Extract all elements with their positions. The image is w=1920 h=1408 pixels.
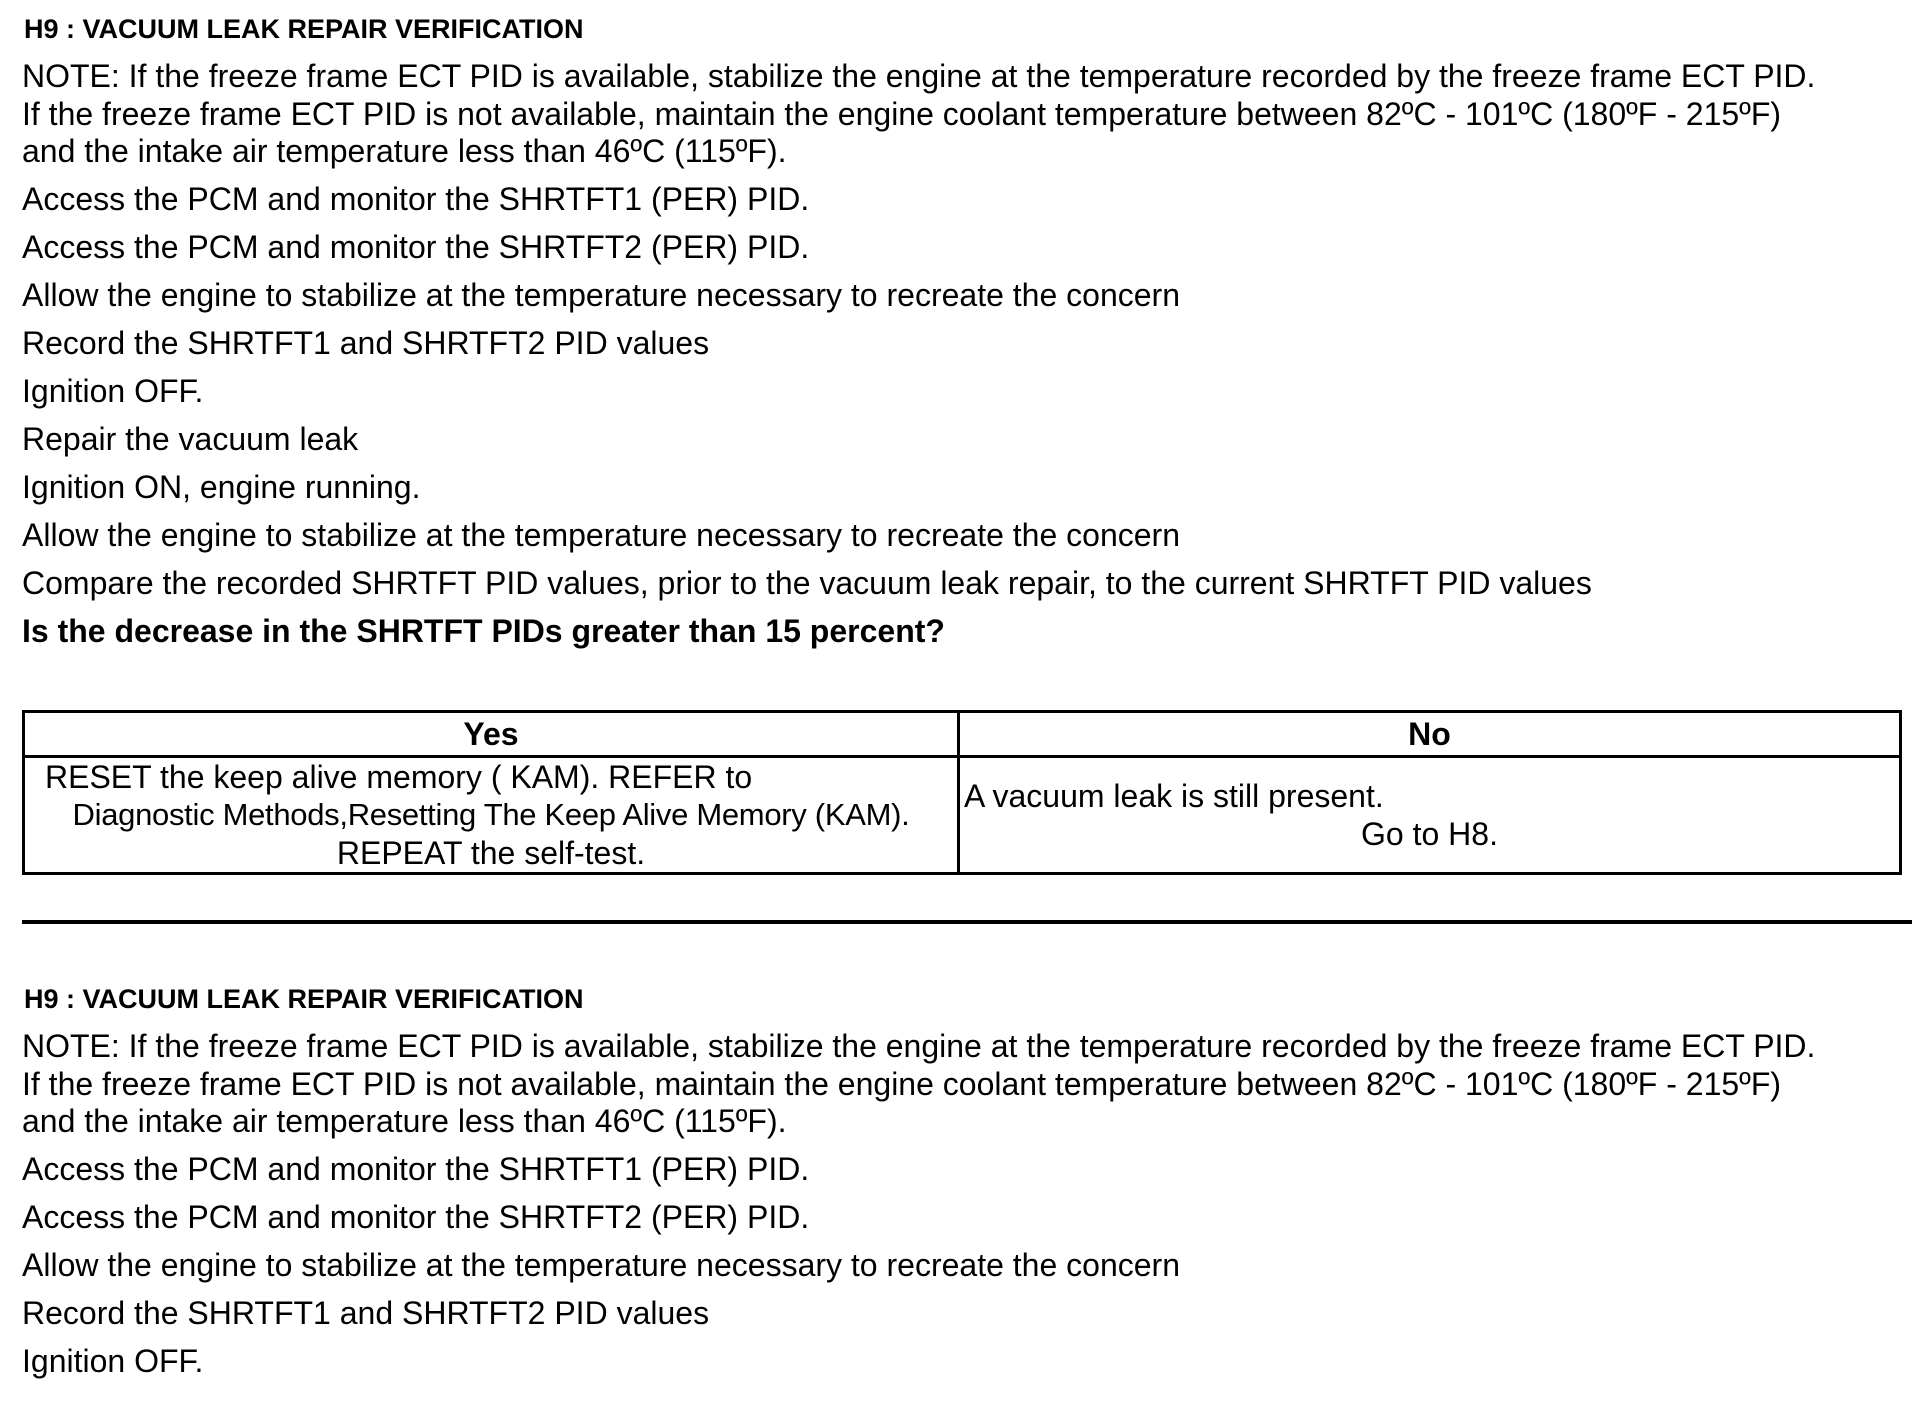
step-line: Access the PCM and monitor the SHRTFT1 (PER) PID. — [22, 180, 810, 217]
section-divider — [22, 920, 1912, 924]
procedure-section-h9-repeat — [22, 980, 1902, 1390]
section-title: H9 : VACUUM LEAK REPAIR VERIFICATION — [24, 14, 584, 44]
decision-question: Is the decrease in the SHRTFT PIDs greater than 15 percent? — [22, 612, 945, 649]
step-line: Allow the engine to stabilize at the temperature necessary to recreate the concern — [22, 516, 1180, 553]
step-line: Record the SHRTFT1 and SHRTFT2 PID values — [22, 324, 710, 361]
decision-table — [22, 710, 1902, 875]
step-line: Access the PCM and monitor the SHRTFT2 (PER) PID. — [22, 1198, 810, 1235]
step-line: Access the PCM and monitor the SHRTFT2 (PER) PID. — [22, 228, 810, 265]
decision-table-row — [24, 757, 1901, 874]
no-header: No — [959, 712, 1901, 757]
step-line: Ignition ON, engine running. — [22, 468, 421, 505]
section-title: H9 : VACUUM LEAK REPAIR VERIFICATION — [24, 984, 584, 1014]
decision-table-header-row — [24, 712, 1901, 757]
step-line: Repair the vacuum leak — [22, 420, 359, 457]
yes-action-line: Diagnostic Methods,Resetting The Keep Alive Memory (KAM). — [72, 797, 910, 832]
note-paragraph: NOTE: If the freeze frame ECT PID is available, stabilize the engine at the temperature recorded by the freeze frame ECT PID. If the freeze frame ECT PID is not available, maintain the engine coolant temperature between 82ºC - 101ºC (180ºF - 215ºF) and the intake air temperature less than 46ºC (115ºF). — [22, 1028, 1816, 1139]
step-line: Compare the recorded SHRTFT PID values, prior to the vacuum leak repair, to the current SHRTFT PID values — [22, 564, 1592, 601]
no-action-line: Go to H8. — [1361, 816, 1498, 852]
yes-header: Yes — [24, 712, 959, 757]
step-line: Ignition OFF. — [22, 372, 204, 409]
step-line: Ignition OFF. — [22, 1342, 204, 1379]
yes-action-line: RESET the keep alive memory ( KAM). REFER to — [45, 759, 753, 795]
yes-action-cell — [24, 757, 959, 874]
no-action-line: A vacuum leak is still present. — [964, 778, 1384, 814]
yes-action-line: REPEAT the self-test. — [336, 835, 646, 871]
procedure-section-h9 — [22, 10, 1902, 651]
step-line: Record the SHRTFT1 and SHRTFT2 PID values — [22, 1294, 710, 1331]
step-line: Allow the engine to stabilize at the temperature necessary to recreate the concern — [22, 276, 1180, 313]
note-paragraph: NOTE: If the freeze frame ECT PID is available, stabilize the engine at the temperature recorded by the freeze frame ECT PID. If the freeze frame ECT PID is not available, maintain the engine coolant temperature between 82ºC - 101ºC (180ºF - 215ºF) and the intake air temperature less than 46ºC (115ºF). — [22, 58, 1816, 169]
no-action-cell — [959, 757, 1901, 874]
step-line: Access the PCM and monitor the SHRTFT1 (PER) PID. — [22, 1150, 810, 1187]
step-line: Allow the engine to stabilize at the temperature necessary to recreate the concern — [22, 1246, 1180, 1283]
